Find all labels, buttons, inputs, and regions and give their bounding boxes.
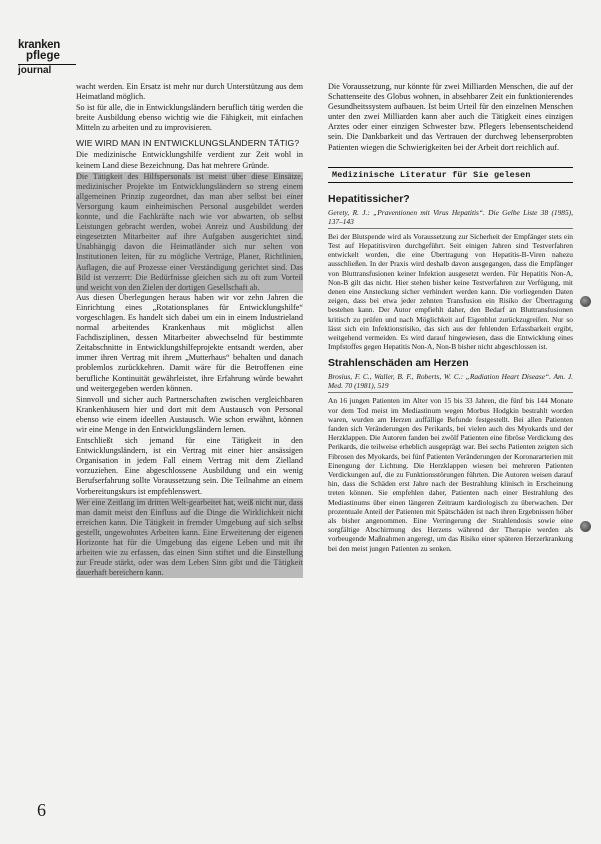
continuation-paragraph: Die Voraussetzung, nur könnte für zwei Milliarden Menschen, die auf der Schattenseite des Globus wohnen, in absehbarer Zeit ein funktionierendes Gesundheitssystem aufbauen. Ist beim Urteil für den einzelnen Menschen unter den zwei Milliarden kann aber auch die Tätigkeit eines einzigen Arztes oder einer einzigen Schwester bzw. Pflegers lebensentscheidend sein. Die Dankbarkeit und das Vertrauen der durchweg lebenserprobten Patienten wiegen die Schwierigkeiten bei der Arbeit dort reichlich auf.: [328, 82, 573, 152]
article-2-title: Strahlenschäden am Herzen: [328, 357, 469, 370]
article-1-citation: Gerety, R. J.: „Praventionen mit Virus Hepatitis“. Die Gelbe Liste 38 (1985), 137–143: [328, 208, 573, 229]
body-paragraph-1: Aus diesen Überlegungen heraus haben wir vor zehn Jahren die Einrichtung eines „Rotationsplanes für Entwicklungshilfe“ vorgeschlagen. Es handelt sich dabei um ein in einem Industrieland normal arbeitendes Krankenhaus mit möglichst allen Fachdisziplinen, dessen Mitarbeiter abwechselnd für bestimmte Zeitabschnitte in Entwicklungshilfeprojekte entsandt werden, aber immer ihren Vertrag mit ihrem „Mutterhaus“ behalten und danach problemlos zurückkehren. Damit wäre für die Betroffenen eine berufliche Kontinuität gewährleistet, ihre Erfahrung würde bewahrt und weitergegeben werden können.: [76, 292, 303, 393]
punch-hole-icon: [580, 296, 591, 307]
left-column: [76, 82, 303, 842]
section-subhead: WIE WIRD MAN IN ENTWICKLUNGSLÄNDERN TÄTIG?: [76, 138, 300, 149]
body-paragraph-3: Entschließt sich jemand für eine Tätigkeit in den Entwicklungsländern, ist ein Vertrag mit einer hier ansässigen Organisation in jedem Fall einem Vertrag mit dem Zielland vorzuziehen. Eine abgeschlossene Ausbildung und ein wenig Berufserfahrung sollte Voraussetzung sein. Die Teilnahme an einem Vorbereitungskurs ist empfehlenswert.: [76, 436, 303, 496]
right-column: [328, 82, 573, 842]
article-1-body: Bei der Blutspende wird als Voraussetzung zur Sicherheit der Empfänger stets ein Test auf Hepatitisviren durchgeführt. Seit einigen Jahren sind Testverfahren entwickelt worden, die eine Übertragung von Hepatitis-B-Viren nahezu ausschließen. In der Praxis wird deshalb davon ausgegangen, dass die Empfänger von Bluttransfusionen keiner Infektion ausgesetzt werden. Für Hepatitis Non-A, Non-B gilt das nicht. Hier stehen bisher keine Testverfahren zur Verfügung, mit denen eine Ansteckung sicher verhindert werden kann. Die vorliegenden Daten zeigen, dass bei etwa jeder zehnten Transfusion ein Risiko der Übertragung bestehen kann. Der Autor empfiehlt daher, den Bedarf an Bluttransfusionen kritisch zu prüfen und nach Möglichkeit auf Eigenblut zurückzugreifen. Nur so lässt sich ein Infektionsrisiko, das sich aus der fehlenden Erfassbarkeit ergibt, weitgehend vermeiden. Es wird darauf hingewiesen, dass die Entwicklung eines Impfstoffes gegen Hepatitis Non-A, Non-B bisher nicht abgeschlossen ist.: [328, 231, 573, 352]
masthead-line-3: journal: [18, 64, 76, 76]
article-1-title: Hepatitissicher?: [328, 192, 410, 205]
page-number: 6: [37, 800, 46, 820]
masthead-line-1: kranken: [18, 39, 61, 51]
punch-hole-icon: [580, 521, 591, 532]
article-2-body: An 16 jungen Patienten im Alter von 15 bis 33 Jahren, die fünf bis 144 Monate vor dem Tod meist im Mediastinum wegen Morbus Hodgkin bestrahlt worden waren, wurden am Herzen auffällige Befunde festgestellt. Bei allen Patienten fanden sich Veränderungen des Perikards, bei vielen auch des Myokards und der Herzklappen. Die Autoren fanden bei zwölf Patienten eine fibröse Verdickung des Perikards, die teilweise erheblich ausgeprägt war. Bei sechs Patienten zeigten sich Fibrosen des Myokards, bei fünf Patienten Veränderungen der Koronararterien mit Einengung der Lichtung. Die Herzklappen wiesen bei mehreren Patienten Verdickungen auf, die zu Funktionsstörungen führten. Die Autoren weisen darauf hin, dass die Schäden erst Jahre nach der Bestrahlung klinisch in Erscheinung treten können. Sie empfehlen daher, Patienten nach einer Bestrahlung des Mediastinums über einen längeren Zeitraum kardiologisch zu überwachen. Der prozentuale Anteil der Patienten mit Spätschäden ist nach ihren Ergebnissen höher als bisher angenommen. Eine Verringerung der Strahlendosis sowie eine sorgfältige Abschirmung des Herzens während der Therapie werden als vorbeugende Maßnahmen angeregt, um das Risiko einer späteren Herzerkrankung bei den meist jungen Patienten zu senken.: [328, 396, 573, 553]
article-2-citation: Brosius, F. C., Waller, B. F., Roberts, W. C.: „Radiation Heart Disease“. Am. J. Med. 70 (1981), 519: [328, 372, 573, 393]
shaded-text-block-1: Die Tätigkeit des Hilfspersonals ist meist über diese Einsätze, medizinischer Projekte im Entwicklungsländern so streng einem allgemeinen Prinzip zugeordnet, das man aber selbst bei einer Versorgung kaum einheimischen Personal ausgebildet werden konnte, und die Fachkräfte nach wie vor abwarten, ob selbst Leistungen gebracht werden, wobei Anreiz und Ausbildung der eingesetzten Mitarbeiter auf ihre Aufgaben ausgerichtet sind. Unabhängig davon die Heimatländer sich nur selten von Institutionen leiten, für zu mögliche Verträge, Planer, Richtlinien, Auflagen, die auf Prozesse einer Verständigung gerichtet sind. Das Bild ist verzerrt: Die Bedürfnisse gleichen sich zu oft zum Vorteil und weicht von den Zielen der dortigen Gesellschaft ab.: [76, 171, 303, 292]
intro-paragraph-2: So ist für alle, die in Entwicklungsländern beruflich tätig werden die breite Ausbildung ebenso wichtig wie die Fähigkeit, mit einfachen Mitteln zu arbeiten und zu improvisieren.: [76, 103, 303, 133]
masthead-logo: [18, 40, 76, 76]
literature-banner: Medizinische Literatur für Sie gelesen: [328, 167, 573, 183]
intro-paragraph-1: wacht werden. Ein Ersatz ist mehr nur durch Unterstützung aus dem Heimatland möglich.: [76, 82, 303, 102]
body-paragraph-2: Sinnvoll und sicher auch Partnerschaften zwischen vergleichbaren Krankenhäusern hier und dort mit dem Austausch von Personal ebenso wie einem ideellen Austausch. Wie schon erwähnt, können wir eine Menge in den Entwicklungsländern lernen.: [76, 394, 303, 434]
masthead-line-2: pflege: [26, 50, 60, 62]
shaded-text-block-2: Wer eine Zeitlang im dritten Welt-gearbeitet hat, weiß nicht nur, dass man damit meist den Einfluss auf die Dinge die Wirklichkeit nicht erreichen kann. Die Tätigkeit in fremder Umgebung auf sich selbst gestellt, ungewohntes Arbeiten kann. Eine Erweiterung der eigenen Horizonte hat für die Umgebung das eigene Leben und mit ihr arbeiten wie zu erfassen, das einen Sinn stiftet und die Einstellung zur Freude stärkt, oder was dem Leben Sinn gibt und die Tätigkeit dauerhaft bereichern kann.: [76, 497, 303, 578]
subhead-paragraph: Die medizinische Entwicklungshilfe verdient zur Zeit wohl in keinem Land diese Bezeichnung. Das hat mehrere Gründe.: [76, 150, 303, 170]
